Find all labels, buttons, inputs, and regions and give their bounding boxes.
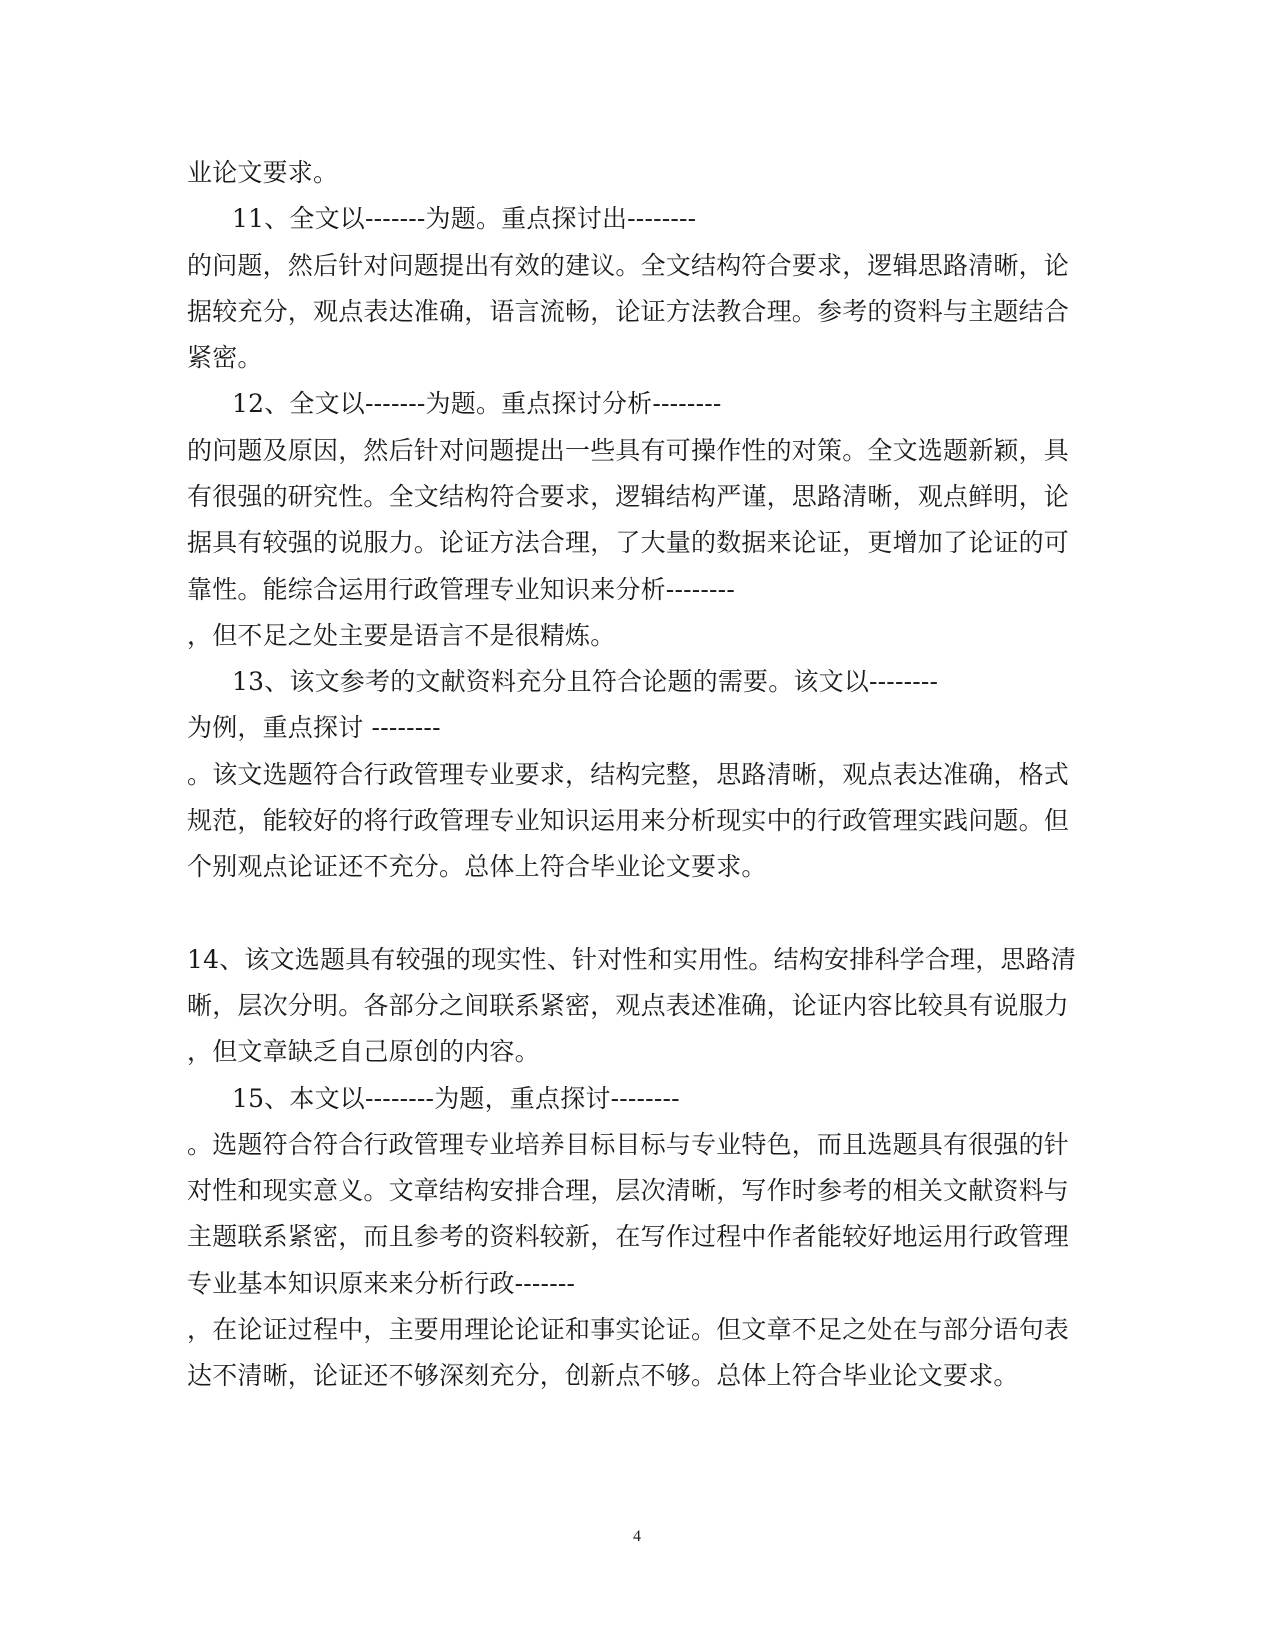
item-13-heading: 13、该文参考的文献资料充分且符合论题的需要。该文以-------- — [232, 667, 939, 696]
text-line: 据较充分，观点表达准确，语言流畅，论证方法教合理。参考的资料与主题结合 — [187, 297, 1070, 326]
item-11-heading: 11、全文以-------为题。重点探讨出-------- — [232, 204, 697, 233]
text-line: 。该文选题符合行政管理专业要求，结构完整，思路清晰，观点表达准确，格式 — [187, 760, 1070, 789]
item-12-heading: 12、全文以-------为题。重点探讨分析-------- — [232, 389, 722, 418]
text-line: 达不清晰，论证还不够深刻充分，创新点不够。总体上符合毕业论文要求。 — [187, 1361, 1019, 1390]
text-line: 个别观点论证还不充分。总体上符合毕业论文要求。 — [187, 852, 767, 881]
text-line: 有很强的研究性。全文结构符合要求，逻辑结构严谨，思路清晰，观点鲜明，论 — [187, 482, 1070, 511]
text-line: 对性和现实意义。文章结构安排合理，层次清晰，写作时参考的相关文献资料与 — [187, 1176, 1070, 1205]
text-line: 的问题，然后针对问题提出有效的建议。全文结构符合要求，逻辑思路清晰，论 — [187, 251, 1070, 280]
page-number: 4 — [633, 1528, 641, 1545]
text-line: 专业基本知识原来来分析行政------- — [187, 1269, 576, 1298]
text-line: 靠性。能综合运用行政管理专业知识来分析-------- — [187, 575, 735, 604]
text-line: 业论文要求。 — [187, 158, 339, 187]
text-line: 主题联系紧密，而且参考的资料较新，在写作过程中作者能较好地运用行政管理 — [187, 1222, 1070, 1251]
text-line: 为例，重点探讨 -------- — [187, 713, 441, 742]
text-line: 晰，层次分明。各部分之间联系紧密，观点表述准确，论证内容比较具有说服力 — [187, 991, 1070, 1020]
text-line: ，在论证过程中，主要用理论论证和事实论证。但文章不足之处在与部分语句表 — [187, 1315, 1070, 1344]
text-line: 紧密。 — [187, 343, 263, 372]
text-line: 。选题符合符合行政管理专业培养目标目标与专业特色，而且选题具有很强的针 — [187, 1130, 1070, 1159]
text-line: 规范，能较好的将行政管理专业知识运用来分析现实中的行政管理实践问题。但 — [187, 806, 1070, 835]
text-line: 的问题及原因，然后针对问题提出一些具有可操作性的对策。全文选题新颖，具 — [187, 436, 1070, 465]
text-line: 据具有较强的说服力。论证方法合理，了大量的数据来论证，更增加了论证的可 — [187, 528, 1070, 557]
text-line: ，但不足之处主要是语言不是很精炼。 — [187, 621, 616, 650]
text-line: ，但文章缺乏自己原创的内容。 — [187, 1037, 540, 1066]
item-15-heading: 15、本文以--------为题，重点探讨-------- — [232, 1084, 680, 1113]
item-14-heading: 14、该文选题具有较强的现实性、针对性和实用性。结构安排科学合理，思路清 — [187, 945, 1077, 974]
